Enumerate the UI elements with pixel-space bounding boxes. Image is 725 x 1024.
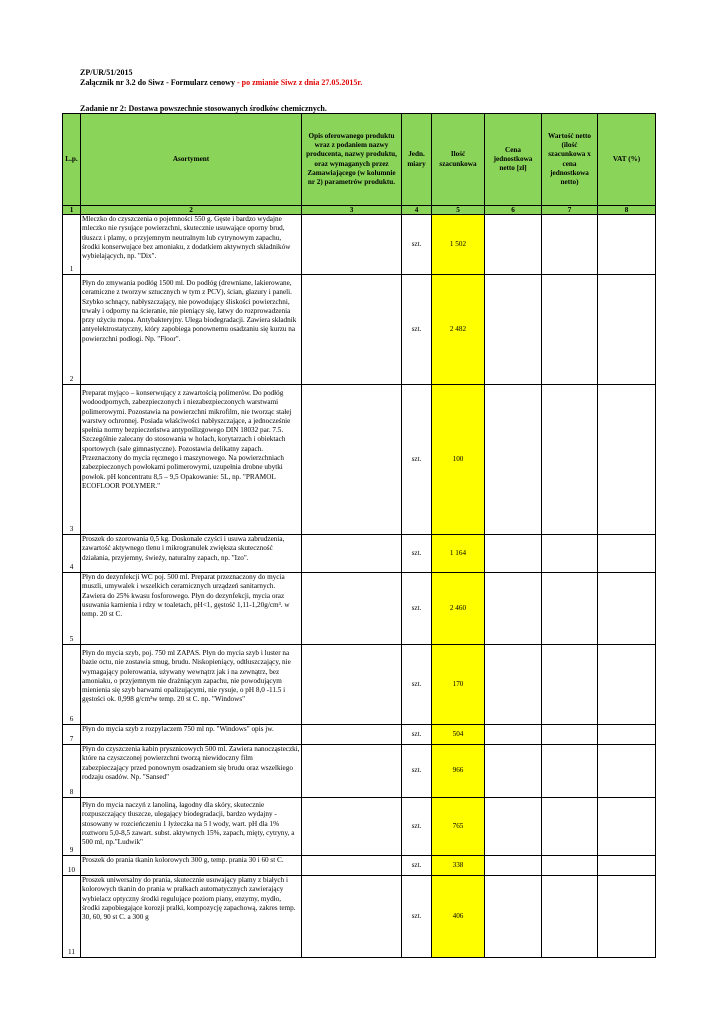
vat-cell[interactable] xyxy=(598,798,656,856)
unit-cell: szt. xyxy=(402,725,432,745)
quantity-cell: 504 xyxy=(432,725,485,745)
col-header-offered-product: Opis oferowanego produktu wraz z podaniem nazwy producenta, nazwy produktu, oraz wymaganych przez Zamawiającego (w kolumnie nr 2) parametrów produktu. xyxy=(302,114,402,206)
row-number: 1 xyxy=(63,215,81,275)
product-description: Płyn do mycia naczyń z lanoliną, łagodny dla skóry, skutecznie rozpuszczający tłuszcze, ulegający biodegradacji, bardzo wydajny - stosowany w rozcieńczeniu 1 łyżeczka na 5 l wody, wart. pH dla 1% roztworu 5,0-8,5 zawart. subst. aktywnych 15%, zapach, mięty, cytryny, a 500 ml, np."Ludwik" xyxy=(81,798,302,856)
product-description: Preparat myjąco – konserwujący z zawartością polimerów. Do podłóg wodoodpornych, zabezpieczonych i niezabezpieczonych warstwami polimerowymi. Pozostawia na powierzchni mikrofilm, nie tworząc stałej warstwy ochronnej. Posiada właściwości nabłyszczające, a jednocześnie spełnia normy bezpieczeństwa antypoślizgowego DIN 18032 par. 7.5. Szczególnie zalecany do stosowania w holach, korytarzach i obiektach sportowych (sale gimnastyczne). Pozostawia delikatny zapach. Przeznaczony do mycia ręcznego i maszynowego. Na powierzchniach zabezpieczonych powłokami polimerowymi, uzupełnia drobne ubytki powłok. pH koncentratu 8,5 – 9,5 Opakowanie: 5L, np. "PRAMOL ECOFLOOR POLYMER." xyxy=(81,385,302,535)
row-number: 10 xyxy=(63,856,81,876)
row-number: 11 xyxy=(63,876,81,958)
row-number: 5 xyxy=(63,573,81,645)
table-row xyxy=(63,385,656,535)
quantity-cell: 765 xyxy=(432,798,485,856)
product-description: Płyn do dezynfekcji WC poj. 500 ml. Preparat przeznaczony do mycia muszli, umywalek i wszelkich ceramicznych urządzeń sanitarnych. Zawiera do 25% kwasu fosforowego. Płyn do dezynfekcji, mycia oraz usuwania kamienia i rdzy w toaletach, pH<1, gęstość 1,11-1,20g/cm³. w temp. 20 st C. xyxy=(81,573,302,645)
unit-price-cell[interactable] xyxy=(485,215,542,275)
unit-price-cell[interactable] xyxy=(485,573,542,645)
row-number: 7 xyxy=(63,725,81,745)
quantity-cell: 2 482 xyxy=(432,275,485,385)
row-number: 4 xyxy=(63,535,81,573)
table-row xyxy=(63,275,656,385)
task-title: Zadanie nr 2: Dostawa powszechnie stosowanych środków chemicznych. xyxy=(80,104,327,113)
unit-cell: szt. xyxy=(402,535,432,573)
offered-product-cell[interactable] xyxy=(302,876,402,958)
offered-product-cell[interactable] xyxy=(302,645,402,725)
vat-cell[interactable] xyxy=(598,275,656,385)
header-row xyxy=(63,114,656,206)
net-value-cell[interactable] xyxy=(542,573,598,645)
offered-product-cell[interactable] xyxy=(302,745,402,798)
quantity-cell: 170 xyxy=(432,645,485,725)
quantity-cell: 406 xyxy=(432,876,485,958)
quantity-cell: 100 xyxy=(432,385,485,535)
vat-cell[interactable] xyxy=(598,725,656,745)
offered-product-cell[interactable] xyxy=(302,725,402,745)
row-number: 2 xyxy=(63,275,81,385)
unit-cell: szt. xyxy=(402,275,432,385)
net-value-cell[interactable] xyxy=(542,275,598,385)
quantity-cell: 966 xyxy=(432,745,485,798)
offered-product-cell[interactable] xyxy=(302,798,402,856)
net-value-cell[interactable] xyxy=(542,856,598,876)
col-header-lp: L.p. xyxy=(63,114,81,206)
column-number: 1 xyxy=(63,206,81,215)
column-number: 2 xyxy=(81,206,302,215)
net-value-cell[interactable] xyxy=(542,645,598,725)
unit-price-cell[interactable] xyxy=(485,535,542,573)
col-header-quantity: Ilość szacunkowa xyxy=(432,114,485,206)
unit-cell: szt. xyxy=(402,876,432,958)
table-row xyxy=(63,876,656,958)
offered-product-cell[interactable] xyxy=(302,535,402,573)
quantity-cell: 1 502 xyxy=(432,215,485,275)
unit-cell: szt. xyxy=(402,573,432,645)
vat-cell[interactable] xyxy=(598,745,656,798)
product-description: Mleczko do czyszczenia o pojemności 550 g. Gęste i bardzo wydajne mleczko nie rysujące powierzchni, skutecznie usuwające oporny brud, tłuszcz i plamy, o przyjemnym neutralnym lub cytrynowym zapachu, środki konserwujące bez amoniaku, z dodatkiem aktywnych składników wybielających, np. "Dix". xyxy=(81,215,302,275)
net-value-cell[interactable] xyxy=(542,535,598,573)
unit-price-cell[interactable] xyxy=(485,385,542,535)
quantity-cell: 2 460 xyxy=(432,573,485,645)
table-row xyxy=(63,798,656,856)
offered-product-cell[interactable] xyxy=(302,385,402,535)
offered-product-cell[interactable] xyxy=(302,856,402,876)
unit-cell: szt. xyxy=(402,856,432,876)
column-number: 6 xyxy=(485,206,542,215)
vat-cell[interactable] xyxy=(598,215,656,275)
quantity-cell: 1 164 xyxy=(432,535,485,573)
row-number: 6 xyxy=(63,645,81,725)
column-number: 5 xyxy=(432,206,485,215)
column-number: 3 xyxy=(302,206,402,215)
net-value-cell[interactable] xyxy=(542,798,598,856)
net-value-cell[interactable] xyxy=(542,385,598,535)
vat-cell[interactable] xyxy=(598,535,656,573)
vat-cell[interactable] xyxy=(598,876,656,958)
vat-cell[interactable] xyxy=(598,573,656,645)
unit-cell: szt. xyxy=(402,385,432,535)
col-header-net-value: Wartość netto (ilość szacunkowa x cena jednostkowa netto) xyxy=(542,114,598,206)
net-value-cell[interactable] xyxy=(542,745,598,798)
vat-cell[interactable] xyxy=(598,385,656,535)
net-value-cell[interactable] xyxy=(542,876,598,958)
quantity-cell: 338 xyxy=(432,856,485,876)
col-header-assortment: Asortyment xyxy=(81,114,302,206)
table-row xyxy=(63,215,656,275)
table-row xyxy=(63,725,656,745)
table-row xyxy=(63,745,656,798)
column-number-row xyxy=(63,206,656,215)
table-row xyxy=(63,856,656,876)
unit-price-cell[interactable] xyxy=(485,725,542,745)
annex-label: Załącznik nr 3.2 do Siwz - Formularz cenowy xyxy=(80,78,237,87)
product-description: Proszek do szorowania 0,5 kg. Doskonale czyści i usuwa zabrudzenia, zawartość aktywnego tlenu i mikrogranulek zwiększa skuteczność działania, przyjemny, świeży, naturalny zapach, np. "Izo". xyxy=(81,535,302,573)
column-number: 8 xyxy=(598,206,656,215)
column-number: 4 xyxy=(402,206,432,215)
unit-cell: szt. xyxy=(402,645,432,725)
vat-cell[interactable] xyxy=(598,645,656,725)
offered-product-cell[interactable] xyxy=(302,215,402,275)
unit-price-cell[interactable] xyxy=(485,856,542,876)
unit-price-cell[interactable] xyxy=(485,876,542,958)
product-description: Płyn do mycia szyb, poj. 750 ml ZAPAS. Płyn do mycia szyb i luster na bazie octu, nie zostawia smug, brudu. Niskopieniący, odtłuszczający, nie wymagający polerowania, używany wewnątrz jak i na zewnątrz, bez amoniaku, o przyjemnym nie drażniącym zapachu, nie powodującym mienienia się szyb barwami opalizującymi, nie rysuje, o pH 8,0 -11.5 i gęstości ok. 0,998 g/cm³w temp. 20 st C. np. "Windows" xyxy=(81,645,302,725)
net-value-cell[interactable] xyxy=(542,215,598,275)
product-description: Proszek do prania tkanin kolorowych 300 g, temp. prania 30 i 60 st C. xyxy=(81,856,302,876)
product-description: Płyn do mycia szyb z rozpylaczem 750 ml np. "Windows" opis jw. xyxy=(81,725,302,745)
net-value-cell[interactable] xyxy=(542,725,598,745)
unit-cell: szt. xyxy=(402,745,432,798)
unit-cell: szt. xyxy=(402,215,432,275)
table-row xyxy=(63,645,656,725)
document-reference: ZP/UR/51/2015 xyxy=(80,68,133,77)
annex-title xyxy=(80,78,362,87)
product-description: Proszek uniwersalny do prania, skutecznie usuwający plamy z białych i kolorowych tkanin do prania w pralkach automatycznych zawierający wybielacz optyczny środki regulujące poziom piany, enzymy, mydło, środki zapobiegające korozji pralki, kompozycję zapachową, zakres temp. 30, 60, 90 st C. a 300 g xyxy=(81,876,302,958)
row-number: 9 xyxy=(63,798,81,856)
annex-change-note: - po zmianie Siwz z dnia 27.05.2015r. xyxy=(236,78,363,87)
col-header-vat: VAT (%) xyxy=(598,114,656,206)
vat-cell[interactable] xyxy=(598,856,656,876)
unit-price-cell[interactable] xyxy=(485,745,542,798)
col-header-unit-price: Cena jednostkowa netto [zł] xyxy=(485,114,542,206)
product-description: Płyn do czyszczenia kabin prysznicowych 500 ml. Zawiera nanocząsteczki, które na czyszczonej powierzchni tworzą niewidoczny film zabezpieczający przed ponownym osadzaniem się brudu oraz wszelkiego rodzaju osadów. Np. "Sansed" xyxy=(81,745,302,798)
product-description: Płyn do zmywania podłóg 1500 ml. Do podłóg (drewniane, lakierowane, ceramiczne z tworzyw sztucznych w tym z PCV), ścian, glazury i paneli. Szybko schnący, nabłyszczający, nie powodujący śliskości powierzchni, trwały i odporny na ścieranie, nie pieniący się, łatwy do rozprowadzenia przy użyciu mopa. Antybakteryjny. Ulega biodegradacji. Zawiera składnik antyelektrostatyczny, który zapobiega ponownemu osadzaniu się kurzu na powierzchni podłogi. Np. "Floor". xyxy=(81,275,302,385)
col-header-unit: Jedn. miary xyxy=(402,114,432,206)
row-number: 3 xyxy=(63,385,81,535)
offered-product-cell[interactable] xyxy=(302,573,402,645)
table-row xyxy=(63,573,656,645)
table-row xyxy=(63,535,656,573)
price-form-table xyxy=(62,113,656,958)
unit-price-cell[interactable] xyxy=(485,798,542,856)
row-number: 8 xyxy=(63,745,81,798)
unit-price-cell[interactable] xyxy=(485,275,542,385)
column-number: 7 xyxy=(542,206,598,215)
offered-product-cell[interactable] xyxy=(302,275,402,385)
unit-cell: szt. xyxy=(402,798,432,856)
unit-price-cell[interactable] xyxy=(485,645,542,725)
